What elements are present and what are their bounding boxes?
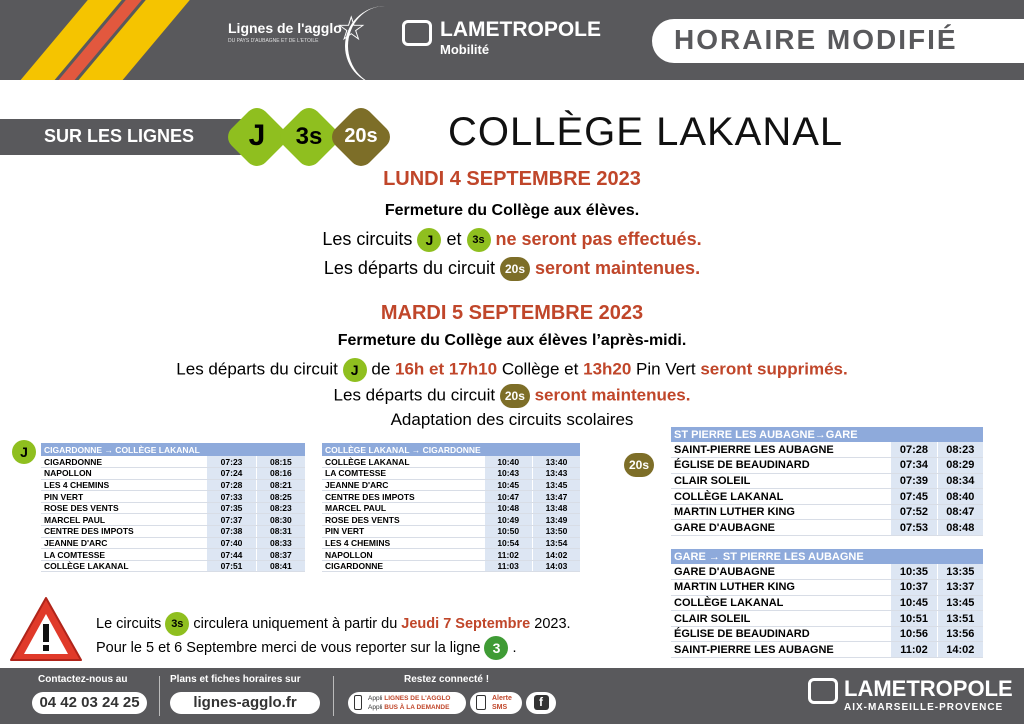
table-row	[671, 642, 983, 658]
sms-icon	[476, 695, 486, 710]
monday-departures-line	[0, 257, 1024, 281]
stop-name: LA COMTESSE	[41, 549, 207, 561]
table-row	[41, 549, 305, 561]
line-3s-label: 3s	[295, 123, 323, 150]
stop-name: CLAIR SOLEIL	[671, 473, 891, 489]
warning-redirect: Pour le 5 et 6 Septembre merci de vous reporter sur la ligne	[96, 639, 481, 656]
stop-name: COLLÈGE LAKANAL	[671, 489, 891, 505]
departure-time: 14:02	[532, 549, 580, 561]
table-row	[41, 514, 305, 526]
table-row	[671, 473, 983, 489]
table-row	[671, 520, 983, 536]
table-row	[671, 489, 983, 505]
departure-time: 08:23	[256, 502, 305, 514]
table-row	[671, 626, 983, 642]
departure-time: 08:21	[256, 479, 305, 491]
footer	[0, 668, 1024, 724]
metropole-logo-subtext: Mobilité	[440, 42, 490, 57]
departure-time: 13:48	[532, 502, 580, 514]
table-row	[322, 491, 580, 503]
agglo-logo-subtext: DU PAYS D'AUBAGNE ET DE L'ETOILE	[228, 38, 319, 44]
table-row	[322, 514, 580, 526]
table-row	[322, 537, 580, 549]
table-row	[671, 580, 983, 596]
stop-name: MARCEL PAUL	[322, 502, 484, 514]
tuesday-adaptation: Adaptation des circuits scolaires	[390, 410, 634, 429]
stop-name: JEANNE D'ARC	[322, 479, 484, 491]
phone-number[interactable]: 04 42 03 24 25	[32, 692, 147, 714]
metropole-footer-text: LAMETROPOLE	[844, 676, 1013, 701]
table-row	[41, 456, 305, 468]
line-20s-label: 20s	[344, 125, 378, 147]
stop-name: ROSE DES VENTS	[322, 514, 484, 526]
departure-time: 07:37	[207, 514, 257, 526]
app-2-prefix: Appli	[368, 704, 383, 711]
tuesday-times-college: 16h et 17h10	[395, 359, 498, 379]
table-row	[41, 468, 305, 480]
departure-time: 07:40	[207, 537, 257, 549]
table-header: CIGARDONNE → COLLÈGE LAKANAL	[41, 443, 305, 456]
circuit-j-pill: J	[343, 358, 367, 382]
stop-name: SAINT-PIERRE LES AUBAGNE	[671, 642, 891, 658]
stop-name: COLLÈGE LAKANAL	[41, 560, 207, 572]
departure-time: 07:35	[207, 502, 257, 514]
departure-time: 08:40	[937, 489, 983, 505]
monday-departures-prefix: Les départs du circuit	[323, 257, 495, 278]
stop-name: PIN VERT	[41, 491, 207, 503]
departure-time: 10:51	[891, 611, 937, 627]
metropole-mark-icon	[402, 20, 432, 46]
app-2	[368, 704, 449, 711]
tuesday-departures-prefix: Les départs du circuit	[176, 359, 338, 379]
departure-time: 10:47	[484, 491, 532, 503]
departure-time: 13:50	[532, 526, 580, 538]
lines-bar	[0, 119, 258, 155]
circuit-3s-pill: 3s	[165, 612, 189, 636]
departure-time: 10:40	[484, 456, 532, 468]
star-icon: ☆	[336, 10, 367, 48]
departure-time: 08:15	[256, 456, 305, 468]
stop-name: NAPOLLON	[41, 468, 207, 480]
departure-time: 13:51	[937, 611, 983, 627]
departure-time: 10:48	[484, 502, 532, 514]
departure-time: 08:33	[256, 537, 305, 549]
departure-time: 07:39	[891, 473, 937, 489]
stop-name: CLAIR SOLEIL	[671, 611, 891, 627]
tuesday-pin-vert: Pin Vert	[636, 359, 696, 379]
circuit-j-outbound-table	[41, 443, 305, 572]
connected-label: Restez connecté !	[404, 674, 490, 685]
departure-time: 08:31	[256, 526, 305, 538]
departure-time: 10:45	[484, 479, 532, 491]
facebook-icon: f	[534, 695, 549, 710]
stop-name: SAINT-PIERRE LES AUBAGNE	[671, 442, 891, 458]
lines-bar-label: SUR LES LIGNES	[44, 126, 195, 146]
stop-name: CIGARDONNE	[322, 560, 484, 572]
table-row	[41, 526, 305, 538]
departure-time: 07:23	[207, 456, 257, 468]
departure-time: 13:56	[937, 626, 983, 642]
departure-time: 07:44	[207, 549, 257, 561]
agglo-logo	[228, 20, 342, 44]
tuesday-removed: seront supprimés.	[700, 359, 848, 379]
page-title: COLLÈGE LAKANAL	[448, 110, 844, 154]
departure-time: 10:35	[891, 564, 937, 580]
circuit-20s-return-table	[671, 549, 983, 658]
table-row	[671, 595, 983, 611]
phone-icon	[354, 695, 362, 710]
departure-time: 07:45	[891, 489, 937, 505]
departure-time: 08:47	[937, 504, 983, 520]
table-row	[322, 479, 580, 491]
line-3-pill: 3	[484, 636, 508, 660]
departure-time: 07:51	[207, 560, 257, 572]
stop-name: CENTRE DES IMPOTS	[322, 491, 484, 503]
departure-time: 08:34	[937, 473, 983, 489]
facebook-button[interactable]	[526, 692, 556, 714]
sms-label-2: SMS	[492, 704, 508, 711]
warning-line-2	[96, 636, 517, 660]
monday-and: et	[446, 228, 462, 249]
departure-time: 10:49	[484, 514, 532, 526]
circuit-j-pill: J	[417, 228, 441, 252]
departure-time: 07:33	[207, 491, 257, 503]
departure-time: 07:34	[891, 458, 937, 474]
departure-time: 10:45	[891, 595, 937, 611]
footer-divider	[333, 676, 334, 716]
stop-name: ÉGLISE DE BEAUDINARD	[671, 458, 891, 474]
stop-name: GARE D'AUBAGNE	[671, 520, 891, 536]
departure-time: 10:37	[891, 580, 937, 596]
table-row	[671, 504, 983, 520]
departure-time: 13:49	[532, 514, 580, 526]
departure-time: 14:02	[937, 642, 983, 658]
table-row	[41, 560, 305, 572]
warning-end: .	[512, 639, 517, 656]
warning-year: 2023.	[534, 615, 571, 632]
stop-name: ROSE DES VENTS	[41, 502, 207, 514]
departure-time: 10:56	[891, 626, 937, 642]
stop-name: COLLÈGE LAKANAL	[671, 595, 891, 611]
warning-line-1	[96, 612, 571, 636]
footer-divider	[159, 676, 160, 716]
app-1	[368, 695, 450, 702]
table-row	[41, 537, 305, 549]
table-row	[671, 458, 983, 474]
departure-time: 07:24	[207, 468, 257, 480]
line-j-label: J	[248, 119, 266, 152]
stop-name: CIGARDONNE	[41, 456, 207, 468]
departure-time: 08:37	[256, 549, 305, 561]
table-row	[322, 502, 580, 514]
tuesday-maintained-line	[0, 384, 1024, 408]
departure-time: 07:52	[891, 504, 937, 520]
warning-prefix: Le circuits	[96, 615, 162, 632]
departure-time: 08:30	[256, 514, 305, 526]
monday-closure: Fermeture du Collège aux élèves.	[384, 202, 640, 219]
stop-name: NAPOLLON	[322, 549, 484, 561]
tuesday-date: MARDI 5 SEPTEMBRE 2023	[380, 302, 644, 324]
schedule-changed-badge: HORAIRE MODIFIÉ	[652, 19, 1024, 63]
stop-name: ÉGLISE DE BEAUDINARD	[671, 626, 891, 642]
departure-time: 10:54	[484, 537, 532, 549]
stop-name: LES 4 CHEMINS	[41, 479, 207, 491]
warning-date: Jeudi 7 Septembre	[401, 615, 531, 632]
departure-time: 11:02	[484, 549, 532, 561]
table-row	[671, 611, 983, 627]
table-row	[671, 442, 983, 458]
tuesday-departures-prefix-2: Les départs du circuit	[333, 385, 496, 405]
circuit-j-return-table	[322, 443, 580, 572]
departure-time: 13:45	[937, 595, 983, 611]
monday-date: LUNDI 4 SEPTEMBRE 2023	[383, 168, 641, 190]
table-header: GARE → ST PIERRE LES AUBAGNE	[671, 549, 983, 564]
stop-name: JEANNE D'ARC	[41, 537, 207, 549]
departure-time: 13:45	[532, 479, 580, 491]
stop-name: COLLÈGE LAKANAL	[322, 456, 484, 468]
table-row	[41, 479, 305, 491]
departure-time: 10:50	[484, 526, 532, 538]
circuit-20s-pill: 20s	[624, 453, 654, 477]
tuesday-college: Collège et	[501, 359, 579, 379]
plans-label: Plans et fiches horaires sur	[170, 674, 301, 685]
stop-name: MARTIN LUTHER KING	[671, 580, 891, 596]
circuit-3s-pill: 3s	[467, 228, 491, 252]
monday-circuits-prefix: Les circuits	[322, 228, 413, 249]
departure-time: 14:03	[532, 560, 580, 572]
monday-circuits-line	[0, 228, 1024, 252]
departure-time: 07:28	[891, 442, 937, 458]
contact-label: Contactez-nous au	[38, 674, 128, 685]
monday-not-done: ne seront pas effectués.	[495, 228, 702, 249]
departure-time: 10:43	[484, 468, 532, 480]
warning-icon	[8, 594, 84, 664]
circuit-20s-pill: 20s	[500, 384, 530, 408]
stop-name: MARTIN LUTHER KING	[671, 504, 891, 520]
tuesday-departures-line	[0, 358, 1024, 382]
table-row	[322, 549, 580, 561]
circuit-20s-outbound-table	[671, 427, 983, 536]
stop-name: GARE D'AUBAGNE	[671, 564, 891, 580]
metropole-mark-icon	[808, 678, 838, 704]
sms-label-1: Alerte	[492, 695, 512, 702]
sms-alert-button[interactable]	[470, 692, 522, 714]
departure-time: 08:23	[937, 442, 983, 458]
table-row	[671, 564, 983, 580]
departure-time: 07:38	[207, 526, 257, 538]
stop-name: LA COMTESSE	[322, 468, 484, 480]
warning-mid: circulera uniquement à partir du	[193, 615, 398, 632]
stop-name: MARCEL PAUL	[41, 514, 207, 526]
table-row	[322, 468, 580, 480]
tuesday-times-pin-vert: 13h20	[583, 359, 632, 379]
table-header: COLLÈGE LAKANAL → CIGARDONNE	[322, 443, 580, 456]
metropole-footer-subtext: AIX-MARSEILLE-PROVENCE	[844, 702, 1004, 713]
tuesday-maintained: seront maintenues.	[534, 385, 691, 405]
departure-time: 08:41	[256, 560, 305, 572]
metropole-logo-text: LAMETROPOLE	[440, 18, 601, 41]
monday-maintained: seront maintenues.	[535, 257, 701, 278]
table-row	[322, 560, 580, 572]
app-buttons[interactable]	[348, 692, 466, 714]
tuesday-de: de	[371, 359, 391, 379]
departure-time: 13:40	[532, 456, 580, 468]
tuesday-closure: Fermeture du Collège aux élèves l’après-midi.	[337, 332, 687, 349]
agglo-logo-text: Lignes de l'agglo	[228, 20, 342, 36]
departure-time: 13:37	[937, 580, 983, 596]
website-link[interactable]: lignes-agglo.fr	[170, 692, 320, 714]
stop-name: PIN VERT	[322, 526, 484, 538]
stop-name: LES 4 CHEMINS	[322, 537, 484, 549]
header-banner	[0, 0, 1024, 80]
departure-time: 07:28	[207, 479, 257, 491]
table-row	[41, 491, 305, 503]
departure-time: 13:35	[937, 564, 983, 580]
table-row	[322, 456, 580, 468]
circuit-20s-pill: 20s	[500, 257, 530, 281]
departure-time: 08:16	[256, 468, 305, 480]
table-row	[322, 526, 580, 538]
departure-time: 11:02	[891, 642, 937, 658]
departure-time: 08:25	[256, 491, 305, 503]
departure-time: 11:03	[484, 560, 532, 572]
departure-time: 13:54	[532, 537, 580, 549]
app-1-prefix: Appli	[368, 695, 383, 702]
departure-time: 13:47	[532, 491, 580, 503]
departure-time: 08:29	[937, 458, 983, 474]
app-1-name: LIGNES DE L'AGGLO	[384, 695, 451, 702]
departure-time: 13:43	[532, 468, 580, 480]
table-row	[41, 502, 305, 514]
departure-time: 08:48	[937, 520, 983, 536]
stop-name: CENTRE DES IMPOTS	[41, 526, 207, 538]
table-header: ST PIERRE LES AUBAGNE→GARE	[671, 427, 983, 442]
departure-time: 07:53	[891, 520, 937, 536]
circuit-j-pill: J	[12, 440, 36, 464]
app-2-name: BUS À LA DEMANDE	[384, 704, 450, 711]
